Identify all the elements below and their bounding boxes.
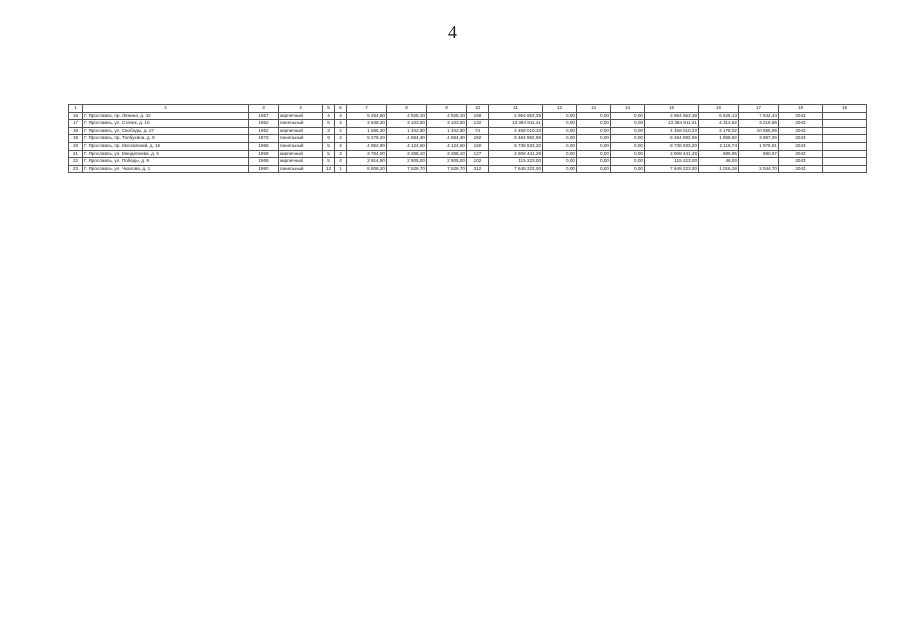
cell-unit-cost-b: 10 555,96	[739, 127, 779, 135]
cell-residential-area: 1 402,80	[427, 127, 467, 135]
cell-plan-year: 2043	[779, 165, 823, 173]
cell-fund-a: 0,00	[543, 165, 577, 173]
table-row	[69, 158, 867, 166]
cell-entrances: 4	[335, 158, 347, 166]
cell-unit-cost-a: 46,00	[699, 158, 739, 166]
cell-residential-area: 3 268,10	[427, 150, 467, 158]
cell-residential-area: 2 505,00	[427, 158, 467, 166]
cell-unit-cost-a: 889,95	[699, 150, 739, 158]
cell-address: Г. Ярославль, ул. Менделеева, д. 5	[83, 150, 249, 158]
cell-living-area: 4 528,10	[387, 112, 427, 120]
cell-total-area: 4 852,90	[347, 142, 387, 150]
cell-entrances: 3	[335, 150, 347, 158]
column-number: 11	[489, 105, 543, 113]
cell-address: Г. Ярославль, пр. Толбухина, д. 8	[83, 135, 249, 143]
cell-total-area: 5 254,80	[347, 112, 387, 120]
cell-fund-a: 0,00	[543, 127, 577, 135]
cell-fund-b: 0,00	[577, 127, 611, 135]
cell-residents: 160	[467, 142, 489, 150]
column-number: 19	[823, 105, 867, 113]
cell-fund-c: 0,00	[611, 165, 645, 173]
cell-fund-c: 0,00	[611, 127, 645, 135]
cell-empty	[823, 127, 867, 135]
table-row	[69, 150, 867, 158]
cell-owner-funds: 115 223,00	[645, 158, 699, 166]
cell-unit-cost-b: 3 897,26	[739, 135, 779, 143]
cell-floors: 5	[323, 120, 335, 128]
cell-fund-a: 0,00	[543, 135, 577, 143]
cell-unit-cost-a: 1 016,28	[699, 165, 739, 173]
cell-living-area: 3 103,50	[387, 120, 427, 128]
table-row	[69, 165, 867, 173]
cell-total-area: 5 276,20	[347, 135, 387, 143]
column-number: 16	[699, 105, 739, 113]
cell-unit-cost-a: 1 858,92	[699, 135, 739, 143]
cell-unit-cost-b	[739, 158, 779, 166]
cell-plan-year: 2043	[779, 127, 823, 135]
cell-fund-a: 0,00	[543, 158, 577, 166]
cell-year-built: 1969	[249, 158, 279, 166]
cell-floors: 9	[323, 135, 335, 143]
cell-total-area: 8 806,20	[347, 165, 387, 173]
cell-residential-area: 7 526,70	[427, 165, 467, 173]
cell-row-number: 16	[69, 112, 83, 120]
cell-residential-area: 3 103,50	[427, 120, 467, 128]
cell-residents: 102	[467, 158, 489, 166]
table-body	[69, 105, 867, 173]
cell-row-number: 18	[69, 127, 83, 135]
cell-row-number: 17	[69, 120, 83, 128]
cell-row-number: 19	[69, 135, 83, 143]
column-number: 15	[645, 105, 699, 113]
cell-wall-material: кирпичный	[279, 112, 323, 120]
cell-fund-b: 0,00	[577, 135, 611, 143]
table-row	[69, 142, 867, 150]
cell-unit-cost-b: 1 978,51	[739, 142, 779, 150]
cell-total-cost: 8 738 833,20	[489, 142, 543, 150]
cell-empty	[823, 142, 867, 150]
column-number: 18	[779, 105, 823, 113]
cell-residents: 312	[467, 165, 489, 173]
cell-floors: 4	[323, 112, 335, 120]
cell-floors: 3	[323, 127, 335, 135]
cell-year-built: 1968	[249, 142, 279, 150]
cell-wall-material: панельный	[279, 120, 323, 128]
cell-residents: 132	[467, 120, 489, 128]
column-number: 10	[467, 105, 489, 113]
cell-entrances: 3	[335, 135, 347, 143]
column-number: 8	[387, 105, 427, 113]
cell-row-number: 23	[69, 165, 83, 173]
cell-plan-year: 2043	[779, 112, 823, 120]
cell-plan-year: 2043	[779, 135, 823, 143]
cell-year-built: 1980	[249, 165, 279, 173]
cell-total-cost: 7 649 223,00	[489, 165, 543, 173]
cell-plan-year: 2043	[779, 158, 823, 166]
cell-wall-material: кирпичный	[279, 158, 323, 166]
cell-plan-year: 2043	[779, 142, 823, 150]
column-number: 6	[335, 105, 347, 113]
table-row	[69, 112, 867, 120]
cell-fund-a: 0,00	[543, 120, 577, 128]
cell-floors: 5	[323, 158, 335, 166]
cell-fund-c: 0,00	[611, 150, 645, 158]
cell-floors: 5	[323, 142, 335, 150]
cell-unit-cost-b: 580,97	[739, 150, 779, 158]
cell-fund-a: 0,00	[543, 142, 577, 150]
cell-fund-c: 0,00	[611, 158, 645, 166]
cell-address: Г. Ярославль, пр. Московский, д. 15	[83, 142, 249, 150]
cell-address: Г. Ярославль, ул. Чкалова, д. 1	[83, 165, 249, 173]
cell-living-area: 1 402,80	[387, 127, 427, 135]
column-number: 7	[347, 105, 387, 113]
cell-row-number: 22	[69, 158, 83, 166]
cell-owner-funds: 7 649 223,00	[645, 165, 699, 173]
cell-fund-a: 0,00	[543, 150, 577, 158]
column-number: 5	[323, 105, 335, 113]
cell-entrances: 4	[335, 112, 347, 120]
cell-fund-b: 0,00	[577, 150, 611, 158]
cell-wall-material: панельный	[279, 142, 323, 150]
column-number: 14	[611, 105, 645, 113]
cell-entrances: 4	[335, 120, 347, 128]
column-number: 13	[577, 105, 611, 113]
cell-row-number: 20	[69, 142, 83, 150]
cell-wall-material: панельный	[279, 165, 323, 173]
cell-total-cost: 8 484 892,96	[489, 135, 543, 143]
cell-total-cost: 4 458 010,33	[489, 127, 543, 135]
cell-owner-funds: 13 384 911,41	[645, 120, 699, 128]
cell-wall-material: панельный	[279, 135, 323, 143]
cell-total-cost: 2 908 441,28	[489, 150, 543, 158]
cell-entrances: 4	[335, 142, 347, 150]
page-number: 4	[448, 22, 457, 42]
table-row	[69, 120, 867, 128]
cell-unit-cost-b: 3 218,66	[739, 120, 779, 128]
cell-living-area: 4 124,60	[387, 142, 427, 150]
column-number: 1	[69, 105, 83, 113]
cell-floors: 12	[323, 165, 335, 173]
table-row	[69, 135, 867, 143]
column-number: 12	[543, 105, 577, 113]
cell-unit-cost-b: 7 642,44	[739, 112, 779, 120]
cell-living-area: 3 268,10	[387, 150, 427, 158]
column-number-row	[69, 105, 867, 113]
cell-fund-b: 0,00	[577, 158, 611, 166]
cell-total-area: 3 754,00	[347, 150, 387, 158]
cell-address: Г. Ярославль, ул. Стачек, д. 10	[83, 120, 249, 128]
cell-total-cost: 2 954 653,38	[489, 112, 543, 120]
cell-address: Г. Ярославль, пр. Ленина, д. 42	[83, 112, 249, 120]
column-number: 2	[83, 105, 249, 113]
cell-residents: 74	[467, 127, 489, 135]
cell-address: Г. Ярославль, ул. Свободы, д. 27	[83, 127, 249, 135]
cell-year-built: 1962	[249, 120, 279, 128]
cell-plan-year: 2043	[779, 120, 823, 128]
cell-total-cost: 13 384 911,41	[489, 120, 543, 128]
cell-plan-year: 2043	[779, 150, 823, 158]
cell-unit-cost-b: 2 044,70	[739, 165, 779, 173]
cell-fund-a: 0,00	[543, 112, 577, 120]
cell-total-cost: 115 223,00	[489, 158, 543, 166]
cell-unit-cost-a: 2 118,74	[699, 142, 739, 150]
cell-unit-cost-a: 4 314,62	[699, 120, 739, 128]
cell-owner-funds: 2 954 653,38	[645, 112, 699, 120]
cell-fund-c: 0,00	[611, 135, 645, 143]
cell-residential-area: 4 528,10	[427, 112, 467, 120]
cell-total-area: 2 914,90	[347, 158, 387, 166]
cell-empty	[823, 112, 867, 120]
cell-residents: 127	[467, 150, 489, 158]
cell-owner-funds: 8 484 892,96	[645, 135, 699, 143]
cell-year-built: 1952	[249, 127, 279, 135]
cell-unit-cost-a: 3 178,02	[699, 127, 739, 135]
column-number: 17	[739, 105, 779, 113]
cell-fund-b: 0,00	[577, 120, 611, 128]
column-number: 3	[249, 105, 279, 113]
cell-empty	[823, 150, 867, 158]
cell-empty	[823, 158, 867, 166]
column-number: 4	[279, 105, 323, 113]
cell-fund-b: 0,00	[577, 142, 611, 150]
cell-entrances: 2	[335, 127, 347, 135]
cell-living-area: 2 505,00	[387, 158, 427, 166]
column-number: 9	[427, 105, 467, 113]
cell-unit-cost-a: 6 526,13	[699, 112, 739, 120]
cell-year-built: 1973	[249, 135, 279, 143]
cell-living-area: 4 564,30	[387, 135, 427, 143]
cell-fund-b: 0,00	[577, 165, 611, 173]
cell-fund-b: 0,00	[577, 112, 611, 120]
cell-residents: 168	[467, 112, 489, 120]
cell-empty	[823, 120, 867, 128]
cell-year-built: 1957	[249, 112, 279, 120]
cell-owner-funds: 4 458 010,33	[645, 127, 699, 135]
cell-residents: 182	[467, 135, 489, 143]
cell-residential-area: 4 564,30	[427, 135, 467, 143]
table-row	[69, 127, 867, 135]
cell-total-area: 1 556,30	[347, 127, 387, 135]
cell-owner-funds: 2 908 441,28	[645, 150, 699, 158]
cell-empty	[823, 165, 867, 173]
cell-row-number: 21	[69, 150, 83, 158]
cell-wall-material: кирпичный	[279, 150, 323, 158]
cell-fund-c: 0,00	[611, 120, 645, 128]
cell-fund-c: 0,00	[611, 112, 645, 120]
cell-owner-funds: 8 738 833,20	[645, 142, 699, 150]
cell-wall-material: кирпичный	[279, 127, 323, 135]
cell-address: Г. Ярославль, ул. Победы, д. 9	[83, 158, 249, 166]
cell-floors: 5	[323, 150, 335, 158]
register-table	[68, 104, 867, 173]
cell-entrances: 1	[335, 165, 347, 173]
cell-total-area: 3 648,20	[347, 120, 387, 128]
cell-year-built: 1959	[249, 150, 279, 158]
cell-empty	[823, 135, 867, 143]
cell-fund-c: 0,00	[611, 142, 645, 150]
cell-residential-area: 4 124,60	[427, 142, 467, 150]
cell-living-area: 7 526,70	[387, 165, 427, 173]
